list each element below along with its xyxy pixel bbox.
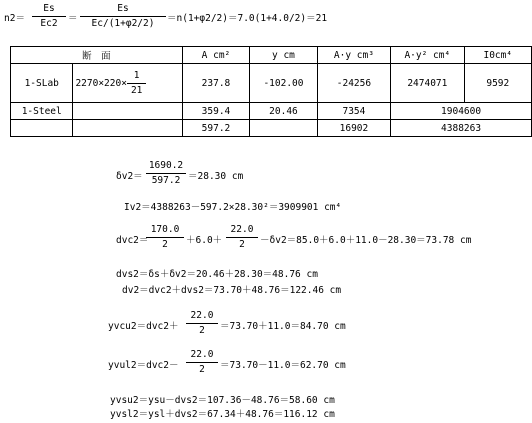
dvc2-lhs: dvc2＝ — [116, 235, 149, 246]
slab-dimension-cell — [73, 64, 182, 103]
row-name: 1-Steel — [11, 103, 73, 120]
dv2-rhs: ＝28.30 cm — [188, 171, 244, 182]
fraction-denominator: 597.2 — [151, 174, 181, 186]
n2-lhs: n2＝ — [4, 13, 25, 24]
dvc2-fraction-2 — [226, 225, 258, 249]
yvsu2-line: yvsu2＝ysu－dvs2＝107.36－48.76＝58.60 cm — [110, 395, 335, 406]
cell-merged-total: 4388263 — [391, 120, 532, 137]
table-row — [11, 103, 532, 120]
yvcu2-lhs: yvcu2＝dvc2＋ — [108, 321, 179, 332]
yvcu2-rhs: ＝73.70＋11.0＝84.70 cm — [220, 321, 346, 332]
cell-empty — [250, 120, 318, 137]
yvul2-lhs: yvul2＝dvc2－ — [108, 360, 179, 371]
fraction-denominator: 21 — [130, 84, 143, 96]
iv2-line: Iv2＝4388263－597.2×28.30²＝3909901 cm⁴ — [124, 202, 342, 213]
header-ay: A·y cm³ — [317, 47, 390, 64]
fraction-denominator: Ec/(1+φ2/2) — [91, 17, 155, 29]
yvul2-fraction — [186, 350, 218, 374]
dvc2-fraction-1 — [146, 225, 184, 249]
header-area: A cm² — [182, 47, 249, 64]
fraction-numerator: Es — [43, 3, 55, 14]
slab-fraction — [129, 71, 144, 95]
slab-dimension-text: 2270×220× — [75, 77, 127, 89]
yvsl2-line: yvsl2＝ysl＋dvs2＝67.34＋48.76＝116.12 cm — [110, 409, 335, 420]
fraction-numerator: 22.0 — [230, 224, 254, 235]
cell-empty — [73, 120, 182, 137]
header-y: y cm — [250, 47, 318, 64]
table-row — [11, 120, 532, 137]
cell-ay2: 2474071 — [391, 64, 464, 103]
dvc2-mid: ＋6.0＋ — [186, 235, 223, 246]
cell-area: 359.4 — [182, 103, 249, 120]
cell-merged-ay2-i0: 1904600 — [391, 103, 532, 120]
n2-result: ＝n(1+φ2/2)＝7.0(1+4.0/2)＝21 — [167, 13, 328, 24]
table-row — [11, 64, 532, 103]
cell-ay: 7354 — [317, 103, 390, 120]
cell-y: -102.00 — [250, 64, 318, 103]
es-over-creep-fraction — [80, 4, 166, 28]
fraction-numerator: Es — [117, 3, 129, 14]
cell-empty — [73, 103, 182, 120]
fraction-numerator: 22.0 — [190, 310, 214, 321]
header-i0: I0cm⁴ — [464, 47, 531, 64]
cell-ay: -24256 — [317, 64, 390, 103]
fraction-denominator: 2 — [162, 238, 168, 250]
fraction-numerator: 1 — [133, 70, 140, 81]
fraction-numerator: 1690.2 — [148, 160, 184, 171]
cell-y: 20.46 — [250, 103, 318, 120]
yvul2-rhs: ＝73.70－11.0＝62.70 cm — [220, 360, 346, 371]
cell-i0: 9592 — [464, 64, 531, 103]
dv2-line: dv2＝dvc2＋dvs2＝73.70＋48.76＝122.46 cm — [122, 285, 342, 296]
table-header-row — [11, 47, 532, 64]
yvcu2-fraction — [186, 311, 218, 335]
es-over-ec2-fraction — [32, 4, 66, 28]
fraction-denominator: Ec2 — [40, 17, 58, 29]
cell-ay-total: 16902 — [317, 120, 390, 137]
fraction-denominator: 2 — [199, 324, 205, 336]
section-properties-table — [10, 46, 532, 137]
row-name: 1-SLab — [11, 64, 73, 103]
cell-area-total: 597.2 — [182, 120, 249, 137]
cell-empty — [11, 120, 73, 137]
dv2-fraction — [146, 161, 186, 185]
cell-area: 237.8 — [182, 64, 249, 103]
equals-sign: ＝ — [68, 13, 78, 24]
header-section: 断 面 — [11, 47, 183, 64]
dv2-lhs: δv2＝ — [116, 171, 143, 182]
fraction-numerator: 22.0 — [190, 349, 214, 360]
header-ay2: A·y² cm⁴ — [391, 47, 464, 64]
fraction-denominator: 2 — [199, 363, 205, 375]
dvs2-line: dvs2＝δs＋δv2＝20.46＋28.30＝48.76 cm — [116, 269, 318, 280]
fraction-denominator: 2 — [239, 238, 245, 250]
fraction-numerator: 170.0 — [150, 224, 180, 235]
dvc2-rhs: －δv2＝85.0＋6.0＋11.0－28.30＝73.78 cm — [260, 235, 472, 246]
